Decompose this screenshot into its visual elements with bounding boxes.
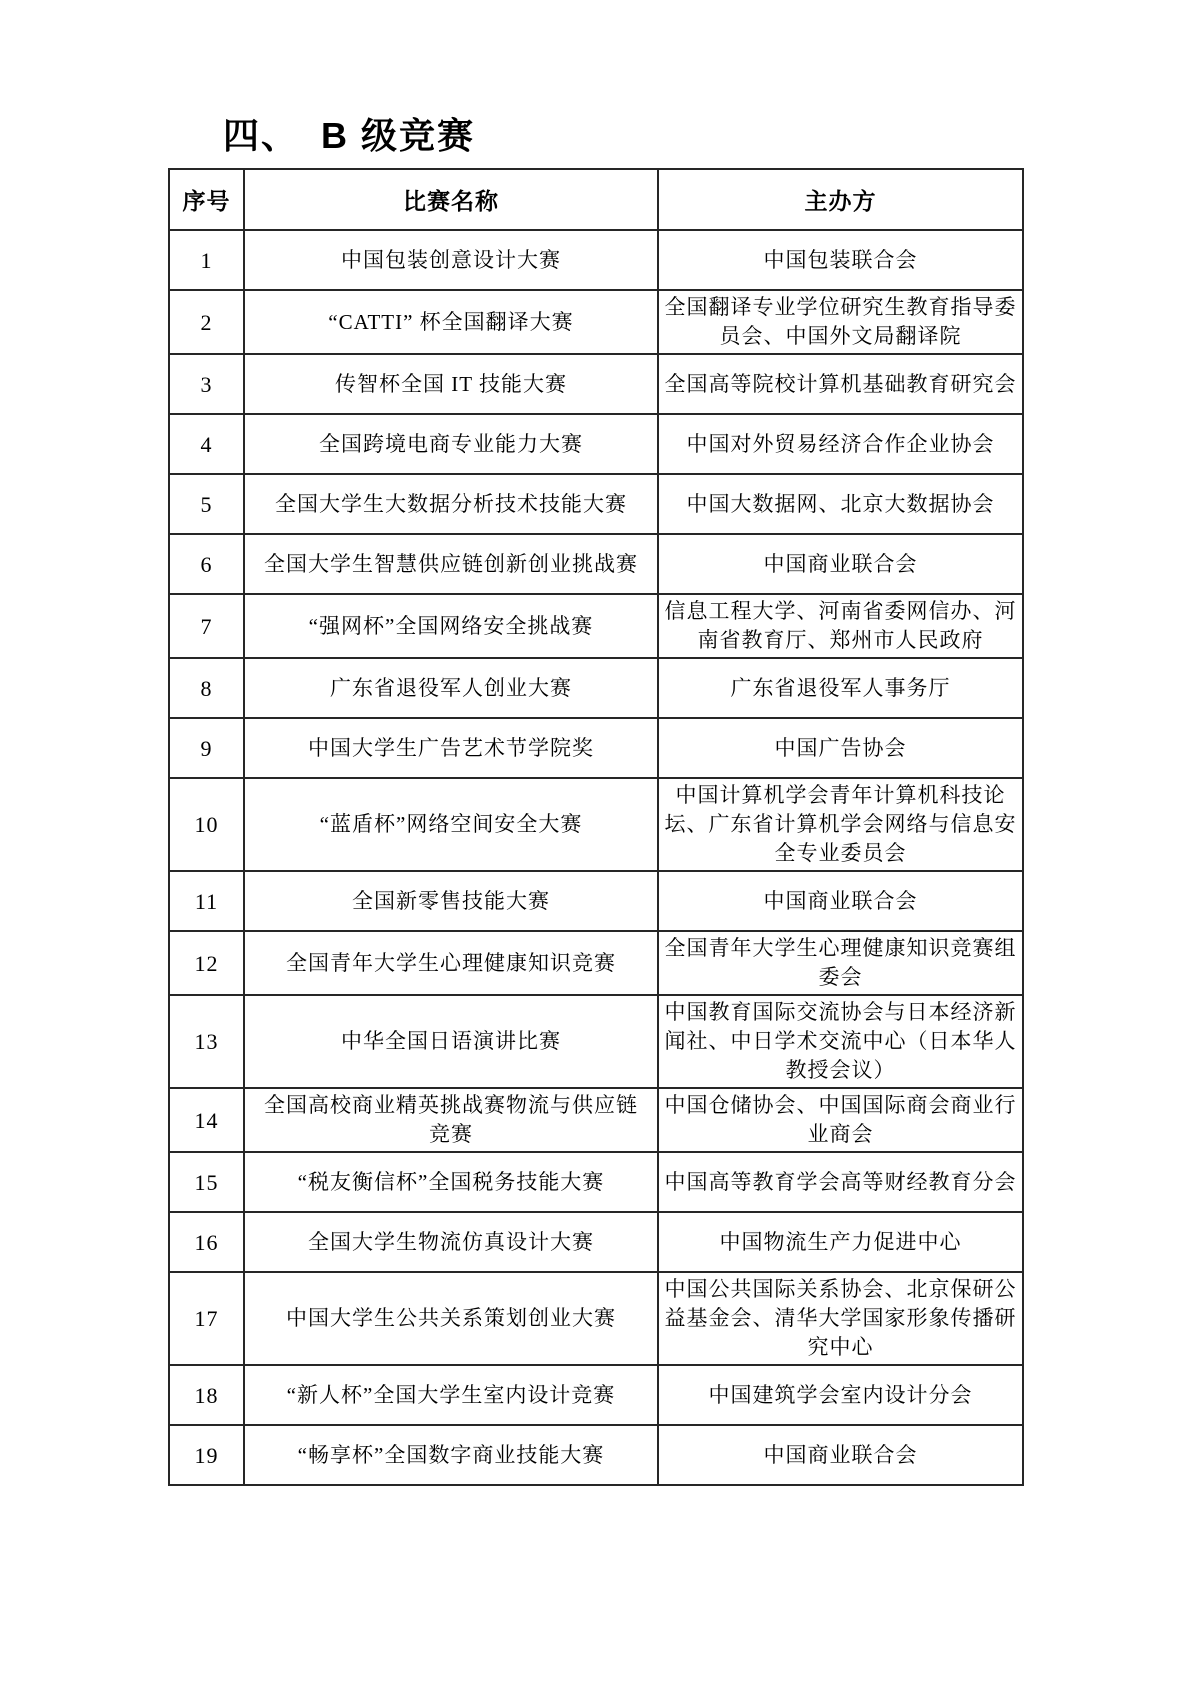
row-number-cell: 7 (169, 594, 244, 658)
table-row (169, 474, 1023, 534)
table-row (169, 931, 1023, 995)
competition-name-cell: 全国青年大学生心理健康知识竞赛 (244, 931, 658, 995)
row-number-cell: 8 (169, 658, 244, 718)
header-cell-number: 序号 (169, 169, 244, 230)
table-row (169, 290, 1023, 354)
organizer-cell: 中国计算机学会青年计算机科技论坛、广东省计算机学会网络与信息安全专业委员会 (658, 778, 1023, 871)
competition-name-cell: 全国高校商业精英挑战赛物流与供应链竞赛 (244, 1088, 658, 1152)
table-row (169, 1365, 1023, 1425)
competition-name-cell: 全国新零售技能大赛 (244, 871, 658, 931)
table-row (169, 658, 1023, 718)
competition-name-cell: 中国大学生公共关系策划创业大赛 (244, 1272, 658, 1365)
competition-name-cell: 中国大学生广告艺术节学院奖 (244, 718, 658, 778)
row-number-cell: 2 (169, 290, 244, 354)
row-number-cell: 4 (169, 414, 244, 474)
table-body (169, 230, 1023, 1485)
organizer-cell: 中国教育国际交流协会与日本经济新闻社、中日学术交流中心（日本华人教授会议） (658, 995, 1023, 1088)
section-title-text: B 级竞赛 (321, 115, 476, 156)
row-number-cell: 1 (169, 230, 244, 290)
table-header (169, 169, 1023, 230)
competition-name-cell: “强网杯”全国网络安全挑战赛 (244, 594, 658, 658)
competition-name-cell: 全国大学生物流仿真设计大赛 (244, 1212, 658, 1272)
organizer-cell: 全国翻译专业学位研究生教育指导委员会、中国外文局翻译院 (658, 290, 1023, 354)
competition-name-cell: 广东省退役军人创业大赛 (244, 658, 658, 718)
table-row (169, 718, 1023, 778)
section-number: 四、 (223, 115, 300, 156)
organizer-cell: 中国建筑学会室内设计分会 (658, 1365, 1023, 1425)
organizer-cell: 中国大数据网、北京大数据协会 (658, 474, 1023, 534)
organizer-cell: 信息工程大学、河南省委网信办、河南省教育厅、郑州市人民政府 (658, 594, 1023, 658)
competition-name-cell: 中华全国日语演讲比赛 (244, 995, 658, 1088)
competition-name-cell: “税友衡信杯”全国税务技能大赛 (244, 1152, 658, 1212)
row-number-cell: 10 (169, 778, 244, 871)
table-row (169, 1272, 1023, 1365)
table-row (169, 1088, 1023, 1152)
header-row (169, 169, 1023, 230)
organizer-cell: 中国商业联合会 (658, 534, 1023, 594)
header-cell-name: 比赛名称 (244, 169, 658, 230)
competition-name-cell: “畅享杯”全国数字商业技能大赛 (244, 1425, 658, 1485)
organizer-cell: 中国公共国际关系协会、北京保研公益基金会、清华大学国家形象传播研究中心 (658, 1272, 1023, 1365)
competition-name-cell: “CATTI” 杯全国翻译大赛 (244, 290, 658, 354)
row-number-cell: 14 (169, 1088, 244, 1152)
table-row (169, 230, 1023, 290)
section-title (223, 108, 475, 159)
row-number-cell: 17 (169, 1272, 244, 1365)
row-number-cell: 18 (169, 1365, 244, 1425)
competition-name-cell: “蓝盾杯”网络空间安全大赛 (244, 778, 658, 871)
organizer-cell: 中国高等教育学会高等财经教育分会 (658, 1152, 1023, 1212)
organizer-cell: 中国包装联合会 (658, 230, 1023, 290)
table-row (169, 1425, 1023, 1485)
row-number-cell: 9 (169, 718, 244, 778)
competition-name-cell: 中国包装创意设计大赛 (244, 230, 658, 290)
table-row (169, 414, 1023, 474)
competition-table (168, 168, 1024, 1486)
organizer-cell: 中国对外贸易经济合作企业协会 (658, 414, 1023, 474)
row-number-cell: 19 (169, 1425, 244, 1485)
organizer-cell: 广东省退役军人事务厅 (658, 658, 1023, 718)
row-number-cell: 15 (169, 1152, 244, 1212)
organizer-cell: 中国商业联合会 (658, 871, 1023, 931)
table-row (169, 594, 1023, 658)
header-cell-organizer: 主办方 (658, 169, 1023, 230)
competition-name-cell: 全国大学生大数据分析技术技能大赛 (244, 474, 658, 534)
organizer-cell: 全国高等院校计算机基础教育研究会 (658, 354, 1023, 414)
organizer-cell: 中国物流生产力促进中心 (658, 1212, 1023, 1272)
row-number-cell: 16 (169, 1212, 244, 1272)
organizer-cell: 中国仓储协会、中国国际商会商业行业商会 (658, 1088, 1023, 1152)
competition-name-cell: “新人杯”全国大学生室内设计竞赛 (244, 1365, 658, 1425)
competition-name-cell: 全国大学生智慧供应链创新创业挑战赛 (244, 534, 658, 594)
table-row (169, 778, 1023, 871)
competition-name-cell: 传智杯全国 IT 技能大赛 (244, 354, 658, 414)
row-number-cell: 5 (169, 474, 244, 534)
competition-name-cell: 全国跨境电商专业能力大赛 (244, 414, 658, 474)
table-row (169, 871, 1023, 931)
row-number-cell: 11 (169, 871, 244, 931)
table-row (169, 1212, 1023, 1272)
table-row (169, 1152, 1023, 1212)
table-row (169, 354, 1023, 414)
table-row (169, 995, 1023, 1088)
row-number-cell: 12 (169, 931, 244, 995)
row-number-cell: 6 (169, 534, 244, 594)
row-number-cell: 13 (169, 995, 244, 1088)
organizer-cell: 全国青年大学生心理健康知识竞赛组委会 (658, 931, 1023, 995)
table-row (169, 534, 1023, 594)
organizer-cell: 中国商业联合会 (658, 1425, 1023, 1485)
row-number-cell: 3 (169, 354, 244, 414)
organizer-cell: 中国广告协会 (658, 718, 1023, 778)
